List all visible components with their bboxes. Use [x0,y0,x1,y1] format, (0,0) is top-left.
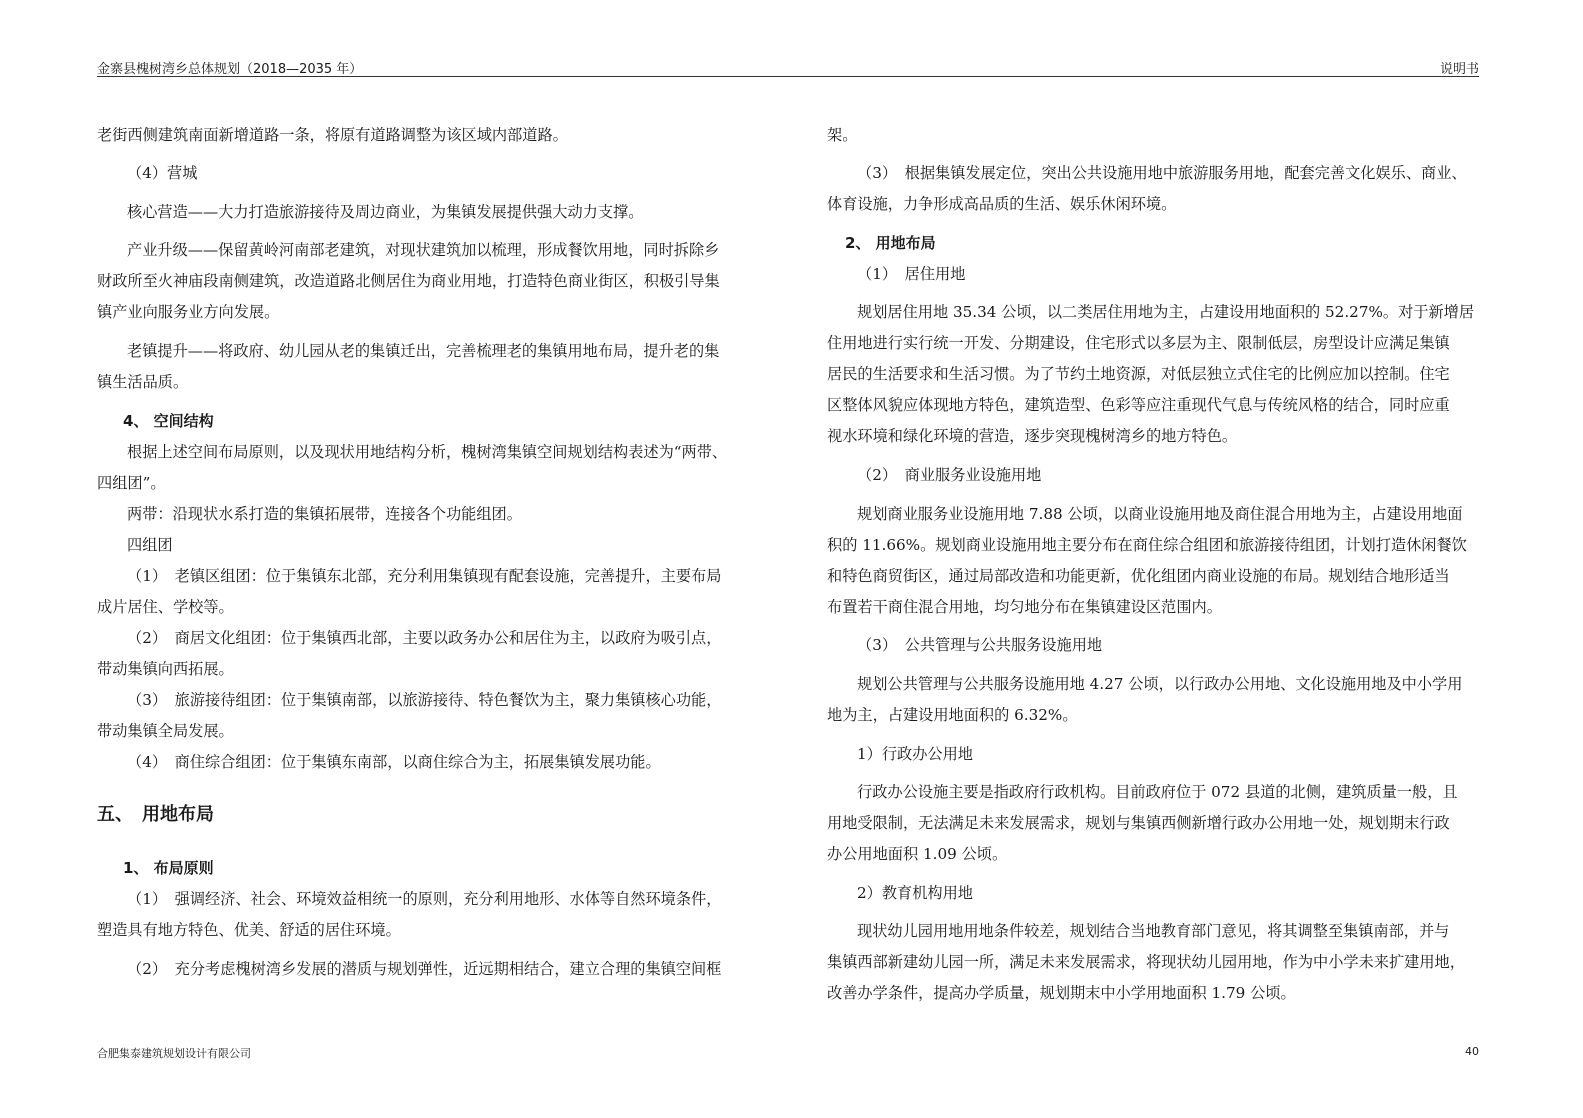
paragraph-line: 核心营造——大力打造旅游接待及周边商业，为集镇发展提供强大动力支撑。 [127,203,644,221]
list-item: （3） 旅游接待组团：位于集镇南部，以旅游接待、特色餐饮为主，聚力集镇核心功能， [127,691,722,709]
paragraph-line: 行政办公设施主要是指政府行政机构。目前政府位于 072 县道的北侧，建筑质量一般，且 [857,783,1458,801]
subsection-heading: （3） 公共管理与公共服务设施用地 [857,636,1103,654]
paragraph-line: 规划商业服务业设施用地 7.88 公顷，以商业设施用地及商住混合用地为主，占建设用地面 [857,505,1463,523]
paragraph-line: 塑造具有地方特色、优美、舒适的居住环境。 [97,921,401,939]
paragraph-line: 规划公共管理与公共服务设施用地 4.27 公顷，以行政办公用地、文化设施用地及中小学用 [857,675,1463,693]
paragraph-line: 四组团 [127,536,173,554]
paragraph-line: 视水环境和绿化环境的营造，逐步突现槐树湾乡的地方特色。 [827,427,1238,445]
section-heading: 1、 布局原则 [123,859,214,877]
paragraph-line: 镇生活品质。 [97,373,189,391]
paragraph-line: 老街西侧建筑南面新增道路一条，将原有道路调整为该区域内部道路。 [97,126,568,144]
paragraph-line: 办公用地面积 1.09 公顷。 [827,845,1008,863]
list-item: （1） 强调经济、社会、环境效益相统一的原则，充分利用地形、水体等自然环境条件， [127,890,722,908]
page-number: 40 [1465,1045,1479,1058]
list-item: （3） 根据集镇发展定位，突出公共设施用地中旅游服务用地，配套完善文化娱乐、商业、 [857,164,1467,182]
subsection-heading: （2） 商业服务业设施用地 [857,466,1042,484]
paragraph-line: 带动集镇全局发展。 [97,722,234,740]
paragraph-line: 现状幼儿园用地用地条件较差，规划结合当地教育部门意见，将其调整至集镇南部，并与 [857,922,1450,940]
subsection-heading: 1）行政办公用地 [857,745,973,763]
paragraph-line: 老镇提升——将政府、幼儿园从老的集镇迁出，完善梳理老的集镇用地布局，提升老的集 [127,342,720,360]
subsection-heading: （4）营城 [127,164,198,182]
paragraph-line: 带动集镇向西拓展。 [97,660,234,678]
paragraph-line: 住用地进行实行统一开发、分期建设，住宅形式以多层为主、限制低层，房型设计应满足集镇 [827,334,1450,352]
paragraph-line: 用地受限制，无法满足未来发展需求，规划与集镇西侧新增行政办公用地一处，规划期末行政 [827,814,1450,832]
list-item: （2） 商居文化组团：位于集镇西北部，主要以政务办公和居住为主，以政府为吸引点， [127,629,722,647]
paragraph-line: 成片居住、学校等。 [97,598,234,616]
page-header [97,56,1479,77]
paragraph-line: 根据上述空间布局原则，以及现状用地结构分析，槐树湾集镇空间规划结构表述为“两带、 [127,443,728,461]
list-item: （1） 老镇区组团：位于集镇东北部，充分利用集镇现有配套设施，完善提升，主要布局 [127,567,722,585]
paragraph-line: 地为主，占建设用地面积的 6.32%。 [827,706,1078,724]
document-title: 金寨县槐树湾乡总体规划（2018—2035 年） [97,62,363,77]
section-heading: 2、 用地布局 [845,234,936,252]
paragraph-line: 和特色商贸街区，通过局部改造和功能更新，优化组团内商业设施的布局。规划结合地形适当 [827,567,1450,585]
paragraph-line: 架。 [827,126,858,144]
paragraph-line: 两带：沿现状水系打造的集镇拓展带，连接各个功能组团。 [127,505,522,523]
paragraph-line: 布置若干商住混合用地，均匀地分布在集镇建设区范围内。 [827,598,1222,616]
paragraph-line: 镇产业向服务业方向发展。 [97,303,280,321]
paragraph-line: 财政所至火神庙段南侧建筑，改造道路北侧居住为商业用地，打造特色商业街区，积极引导集 [97,272,720,290]
section-heading: 4、 空间结构 [123,412,214,430]
paragraph-line: 积的 11.66%。规划商业设施用地主要分布在商住综合组团和旅游接待组团，计划打造休闲餐饮 [827,536,1467,554]
paragraph-line: 集镇西部新建幼儿园一所，满足未来发展需求，将现状幼儿园用地，作为中小学未来扩建用地， [827,953,1465,971]
list-item: （4） 商住综合组团：位于集镇东南部，以商住综合为主，拓展集镇发展功能。 [127,753,661,771]
paragraph-line: 产业升级——保留黄岭河南部老建筑，对现状建筑加以梳理，形成餐饮用地，同时拆除乡 [127,241,720,259]
chapter-heading: 五、 用地布局 [97,804,214,825]
paragraph-line: 体育设施，力争形成高品质的生活、娱乐休闲环境。 [827,195,1177,213]
subsection-heading: （1） 居住用地 [857,265,966,283]
subsection-heading: 2）教育机构用地 [857,884,973,902]
paragraph-line: 改善办学条件，提高办学质量，规划期末中小学用地面积 1.79 公顷。 [827,984,1296,1002]
paragraph-line: 规划居住用地 35.34 公顷，以二类居住用地为主，占建设用地面积的 52.27%。对于新增居 [857,303,1475,321]
paragraph-line: 居民的生活要求和生活习惯。为了节约土地资源，对低层独立式住宅的比例应加以控制。住宅 [827,365,1450,383]
list-item: （2） 充分考虑槐树湾乡发展的潜质与规划弹性，近远期相结合，建立合理的集镇空间框 [127,960,722,978]
paragraph-line: 四组团”。 [97,474,166,492]
paragraph-line: 区整体风貌应体现地方特色，建筑造型、色彩等应注重现代气息与传统风格的结合，同时应重 [827,396,1450,414]
company-name: 合肥集泰建筑规划设计有限公司 [97,1047,251,1060]
document-type: 说明书 [1439,62,1479,77]
